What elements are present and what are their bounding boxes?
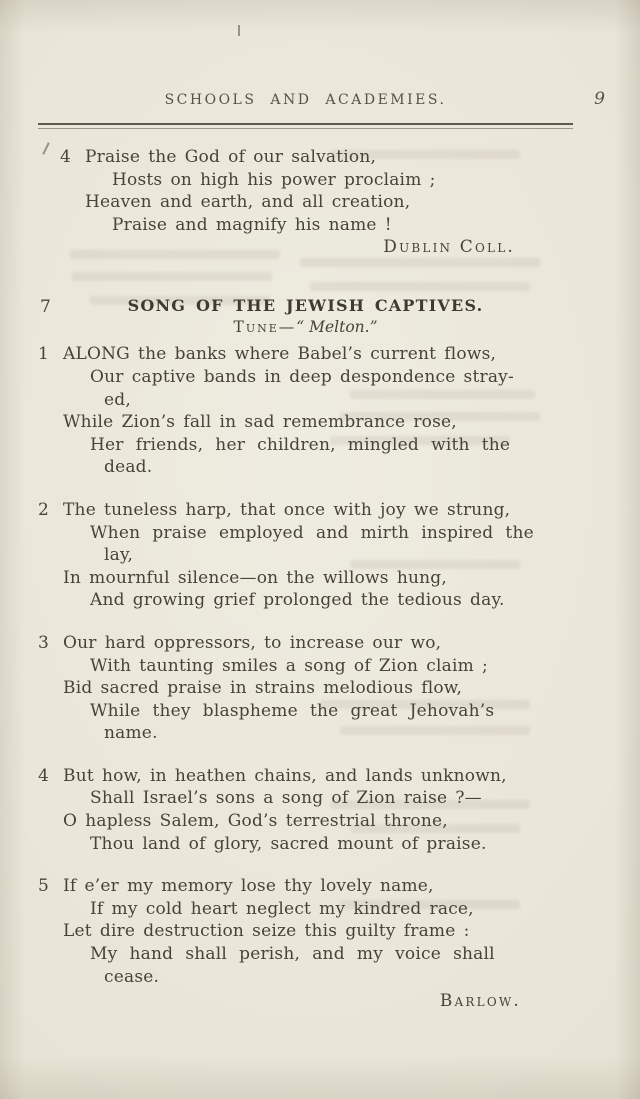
verse-number: 4 <box>38 765 50 786</box>
closing-verse-line: Heaven and earth, and all creation, <box>85 192 411 213</box>
verse-2-line: 2 The tuneless harp, that once with joy we strung, <box>38 499 511 520</box>
verse-1-line: dead. <box>104 457 153 478</box>
verse-5 <box>38 875 573 988</box>
closing-verse-line: Praise and magnify his name ! <box>112 214 392 235</box>
verse-3-line: Bid sacred praise in strains melodious flow, <box>63 678 463 699</box>
running-title: SCHOOLS AND ACADEMIES. <box>164 92 447 108</box>
verse-number: 3 <box>38 632 50 653</box>
verse-5-line: My hand shall perish, and my voice shall <box>90 944 495 965</box>
hymn-attribution: Barlow. <box>439 991 521 1012</box>
verse-5-line: 5 If e’er my memory lose thy lovely name, <box>38 876 434 897</box>
page-header <box>38 89 605 114</box>
verse-1-line: 1 ALONG the banks where Babel’s current flows, <box>38 344 497 365</box>
hymn-title-row <box>38 296 573 318</box>
verse-1-line: Our captive bands in deep despondence stray- <box>90 366 514 387</box>
verse-3-line: With taunting smiles a song of Zion claim ; <box>90 655 488 676</box>
verse-2-line: When praise employed and mirth inspired the <box>90 522 534 543</box>
verse-number: 5 <box>38 876 50 897</box>
verse-number: 1 <box>38 344 50 365</box>
hymn-verses <box>38 343 573 988</box>
verse-2-line: In mournful silence—on the willows hung, <box>63 567 447 588</box>
tune-label: Tune— <box>233 318 297 337</box>
verse-3-line: name. <box>104 723 158 744</box>
verse-3-line: 3 Our hard oppressors, to increase our wo, <box>38 632 442 653</box>
closing-verse-attribution: Dublin Coll. <box>383 237 515 258</box>
verse-3-line: While they blaspheme the great Jehovah’s <box>90 700 495 721</box>
closing-verse-line: 4 Praise the God of our salvation, <box>60 147 377 167</box>
tune-line <box>38 318 573 336</box>
verse-3 <box>38 632 573 745</box>
closing-verse <box>60 146 573 236</box>
verse-1-line: ed, <box>104 389 131 410</box>
verse-4-line: O hapless Salem, God’s terrestrial throne, <box>63 811 448 832</box>
closing-verse-line: Hosts on high his power proclaim ; <box>112 169 436 190</box>
page-content <box>38 89 605 1012</box>
verse-1 <box>38 343 573 479</box>
verse-number: 4 <box>60 147 72 167</box>
verse-4-line: Shall Israel’s sons a song of Zion raise ?— <box>90 788 482 809</box>
hymn-title: SONG OF THE JEWISH CAPTIVES. <box>127 296 484 316</box>
tune-name: “ Melton.” <box>296 318 378 337</box>
hymn-number: 7 <box>40 297 51 318</box>
page-number: 9 <box>594 89 605 109</box>
verse-2-line: lay, <box>104 545 134 566</box>
verse-2 <box>38 499 573 612</box>
ink-speck <box>238 25 240 36</box>
verse-5-line: If my cold heart neglect my kindred race, <box>90 898 474 919</box>
verse-4 <box>38 765 573 855</box>
closing-verse-container <box>38 146 573 236</box>
verse-5-line: cease. <box>104 966 160 987</box>
verse-1-line: While Zion’s fall in sad remembrance rose, <box>63 412 457 433</box>
verse-1-line: Her friends, her children, mingled with the <box>90 434 511 455</box>
verse-2-line: And growing grief prolonged the tedious day. <box>90 590 505 611</box>
verse-4-line: Thou land of glory, sacred mount of praise. <box>90 833 487 854</box>
verse-5-line: Let dire destruction seize this guilty frame : <box>63 921 470 942</box>
header-rule <box>38 123 573 129</box>
verse-number: 2 <box>38 499 50 520</box>
verse-4-line: 4 But how, in heathen chains, and lands unknown, <box>38 765 507 786</box>
